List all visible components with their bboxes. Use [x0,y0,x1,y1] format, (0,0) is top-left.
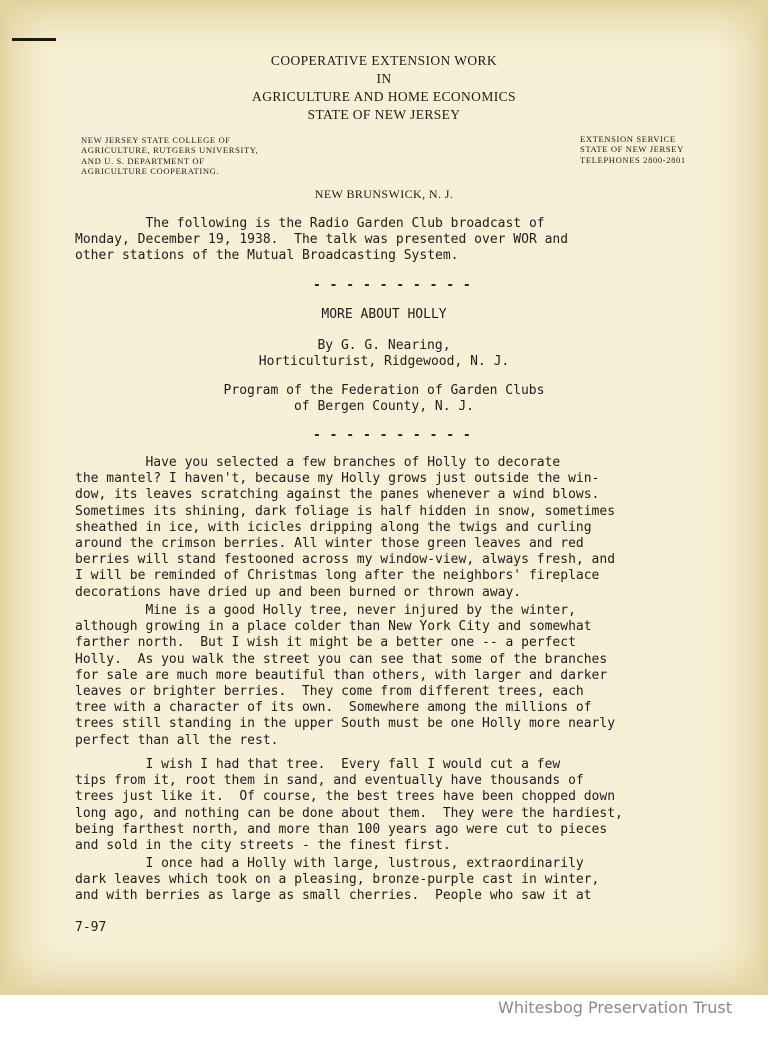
text-line: Have you selected a few branches of Holly to decorate [75,455,561,470]
program-line: of Bergen County, N. J. [293,399,474,415]
text-line: Holly. As you walk the street you can see that some of the branches [75,651,608,667]
text-line: leaves or brighter berries. They come from different trees, each [75,684,584,700]
paragraph-3 [75,757,715,854]
letterhead-right-line: TELEPHONES 2800-2801 [580,154,686,165]
paragraph-1 [75,455,715,601]
text-line: around the crimson berries. All winter those green leaves and red [75,536,584,552]
text-line: decorations have dried up and been burned or thrown away. [75,584,522,600]
text-line: Sometimes its shining, dark foliage is half hidden in snow, sometimes [75,503,616,519]
intro-paragraph [75,216,715,265]
text-line: The following is the Radio Garden Club broadcast of [75,216,545,231]
text-line: perfect than all the rest. [75,732,279,748]
letterhead-city: NEW BRUNSWICK, N. J. [314,187,454,201]
letterhead-left-block [81,135,258,177]
text-line: sheathed in ice, with icicles dripping along the twigs and curling [75,519,592,535]
letterhead-title-line-4: STATE OF NEW JERSEY [307,107,461,122]
text-line: other stations of the Mutual Broadcasting System. [75,248,459,264]
text-line: the mantel? I haven't, because my Holly grows just outside the win- [75,471,600,487]
letterhead-right-line: STATE OF NEW JERSEY [580,144,684,155]
text-line: I once had a Holly with large, lustrous, extraordinarily [75,856,584,871]
divider-top: - - - - - - - - - - [313,278,472,293]
letterhead-left-line: NEW JERSEY STATE COLLEGE OF [81,135,231,145]
paragraph-4 [75,856,715,905]
program-note [0,383,768,415]
text-line: berries will stand festooned across my window-view, always fresh, and [75,552,616,568]
text-line: trees just like it. Of course, the best trees have been chopped down [75,789,616,805]
text-line: tree with a character of its own. Somewhere among the millions of [75,700,592,716]
text-line: and sold in the city streets - the finest first. [75,838,451,854]
byline-line: By G. G. Nearing, [317,338,451,353]
text-line: Monday, December 19, 1938. The talk was presented over WOR and [75,232,569,248]
article-title-text: MORE ABOUT HOLLY [321,307,447,322]
text-line: Mine is a good Holly tree, never injured by the winter, [75,603,576,618]
text-line: dark leaves which took on a pleasing, bronze-purple cast in winter, [75,872,600,888]
letterhead-right-block [580,134,686,165]
margin-mark [12,38,56,41]
divider-bottom: - - - - - - - - - - [313,428,472,443]
text-line: dow, its leaves scratching against the panes whenever a wind blows. [75,487,600,503]
text-line: long ago, and nothing can be done about them. They were the hardiest, [75,805,623,821]
byline [0,338,768,370]
text-line: although growing in a place colder than New York City and somewhat [75,619,592,635]
program-line: Program of the Federation of Garden Clubs [223,383,545,398]
watermark: Whitesbog Preservation Trust [498,998,732,1017]
text-line: farther north. But I wish it might be a better one -- a perfect [75,635,576,651]
text-line: I will be reminded of Christmas long after the neighbors' fireplace [75,568,600,584]
text-line: being farthest north, and more than 100 years ago were cut to pieces [75,821,608,837]
page-number: 7-97 [75,920,107,935]
letterhead-right-line: EXTENSION SERVICE [580,134,676,144]
article-title [0,307,768,323]
paragraph-2 [75,603,715,749]
text-line: for sale are much more beautiful than others, with larger and darker [75,667,608,683]
letterhead-left-line: AGRICULTURE, RUTGERS UNIVERSITY, [81,145,259,156]
letterhead-title-line-3: AGRICULTURE AND HOME ECONOMICS [252,89,516,104]
letterhead-title-line-1: COOPERATIVE EXTENSION WORK [270,53,498,68]
byline-line: Horticulturist, Ridgewood, N. J. [258,354,510,370]
text-line: tips from it, root them in sand, and eventually have thousands of [75,773,584,789]
letterhead-left-line: AGRICULTURE COOPERATING. [81,166,220,177]
text-line: and with berries as large as small cherries. People who saw it at [75,888,592,904]
text-line: trees still standing in the upper South must be one Holly more nearly [75,716,616,732]
letterhead-left-line: AND U. S. DEPARTMENT OF [81,155,205,166]
letterhead-title-line-2: IN [376,71,392,86]
text-line: I wish I had that tree. Every fall I would cut a few [75,757,561,772]
